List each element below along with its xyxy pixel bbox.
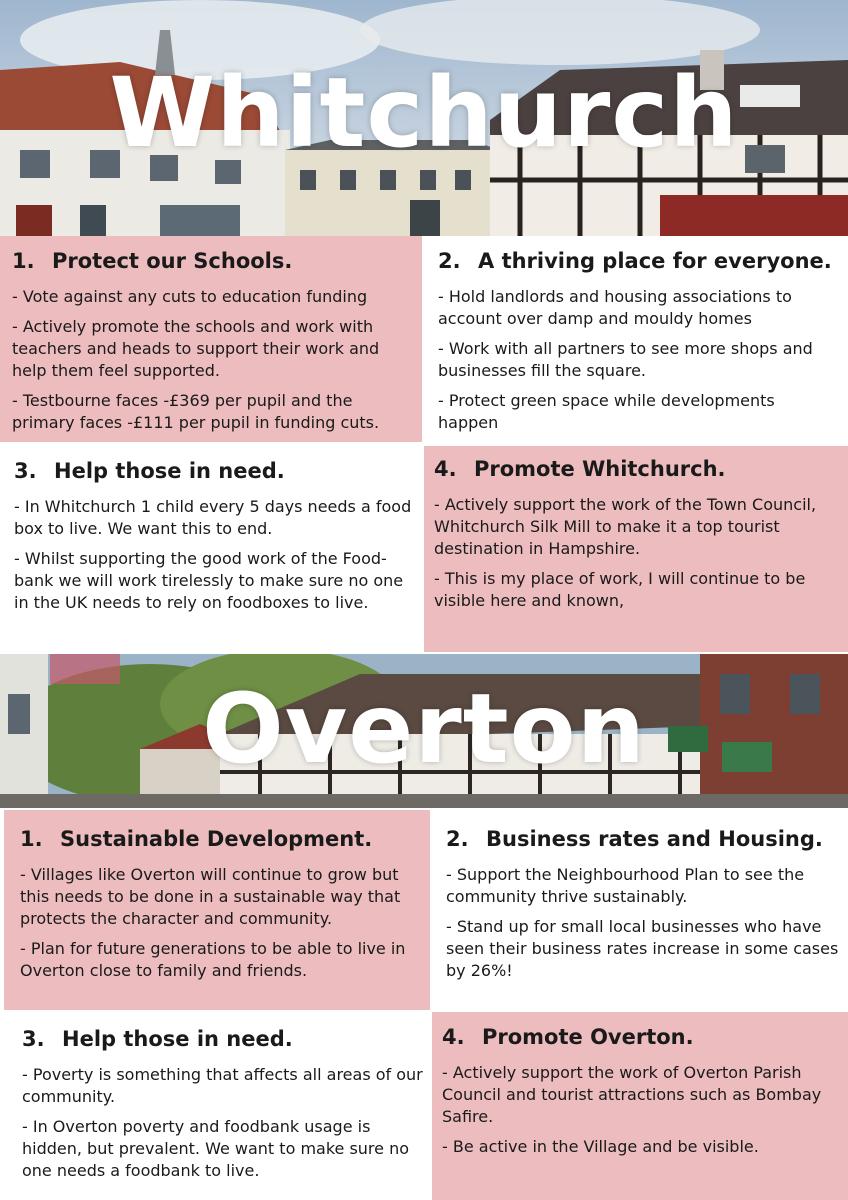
bullet-text: - Whilst supporting the good work of the Food-bank we will work tirelessly to make sure no one in the UK needs to rely on foodboxes to live. xyxy=(14,549,404,612)
bullet-text: - Be active in the Village and be visible. xyxy=(442,1137,759,1156)
bullet-text: - In Overton poverty and foodbank usage is hidden, but prevalent. We want to make sure no one needs a foodbank to live. xyxy=(22,1117,410,1180)
section-heading xyxy=(446,826,846,852)
section-title: Business rates and Housing. xyxy=(486,827,823,851)
section-title: Protect our Schools. xyxy=(52,249,293,273)
bullet-text: - In Whitchurch 1 child every 5 days needs a food box to live. We want this to end. xyxy=(14,497,412,538)
bullet-text: - Vote against any cuts to education funding xyxy=(12,287,368,306)
overton-section-4 xyxy=(432,1012,848,1200)
section-title: Promote Whitchurch. xyxy=(474,457,726,481)
overton-section-1 xyxy=(4,810,430,1010)
whitchurch-section-1 xyxy=(0,236,422,442)
overton-title: Overton xyxy=(202,673,646,785)
section-heading xyxy=(438,248,840,274)
bullet-text: - Stand up for small local businesses who have seen their business rates increase in some cases by 26%! xyxy=(446,917,839,980)
bullet-text: - Support the Neighbourhood Plan to see the community thrive sustainably. xyxy=(446,865,805,906)
overton-banner xyxy=(0,654,848,808)
section-number: 2. xyxy=(438,249,461,273)
bullet-text: - Actively promote the schools and work with teachers and heads to support their work and help them feel supported. xyxy=(12,317,380,380)
bullet-text: - Actively support the work of the Town Council, Whitchurch Silk Mill to make it a top tourist destination in Hampshire. xyxy=(434,495,817,558)
section-heading xyxy=(12,248,412,274)
section-heading xyxy=(22,1026,424,1052)
section-number: 4. xyxy=(442,1025,465,1049)
section-heading xyxy=(434,456,842,482)
section-number: 4. xyxy=(434,457,457,481)
section-number: 3. xyxy=(22,1027,45,1051)
whitchurch-title: Whitchurch xyxy=(109,57,739,169)
whitchurch-section-4 xyxy=(424,446,848,652)
overton-section-2 xyxy=(432,810,848,1010)
bullet-text: - Hold landlords and housing associations to account over damp and mouldy homes xyxy=(438,287,792,328)
whitchurch-section-2 xyxy=(424,236,848,442)
section-heading xyxy=(14,458,412,484)
overton-section-3 xyxy=(0,1012,430,1200)
bullet-text: - Plan for future generations to be able to live in Overton close to family and friends. xyxy=(20,939,406,980)
section-title: Help those in need. xyxy=(54,459,285,483)
section-title: Promote Overton. xyxy=(482,1025,694,1049)
bullet-text: - This is my place of work, I will continue to be visible here and known, xyxy=(434,569,806,610)
whitchurch-section-3 xyxy=(0,446,422,652)
section-number: 1. xyxy=(20,827,43,851)
bullet-text: - Villages like Overton will continue to grow but this needs to be done in a sustainable way that protects the character and community. xyxy=(20,865,401,928)
whitchurch-banner xyxy=(0,0,848,236)
section-number: 1. xyxy=(12,249,35,273)
bullet-text: - Protect green space while developments happen xyxy=(438,391,775,432)
bullet-text: - Poverty is something that affects all areas of our community. xyxy=(22,1065,423,1106)
section-number: 3. xyxy=(14,459,37,483)
section-heading xyxy=(442,1024,844,1050)
section-title: Sustainable Development. xyxy=(60,827,373,851)
bullet-text: - Work with all partners to see more shops and businesses fill the square. xyxy=(438,339,813,380)
section-number: 2. xyxy=(446,827,469,851)
section-title: A thriving place for everyone. xyxy=(478,249,832,273)
section-title: Help those in need. xyxy=(62,1027,293,1051)
section-heading xyxy=(20,826,424,852)
bullet-text: - Testbourne faces -£369 per pupil and the primary faces -£111 per pupil in funding cuts. xyxy=(12,391,380,432)
bullet-text: - Actively support the work of Overton Parish Council and tourist attractions such as Bombay Safire. xyxy=(442,1063,822,1126)
